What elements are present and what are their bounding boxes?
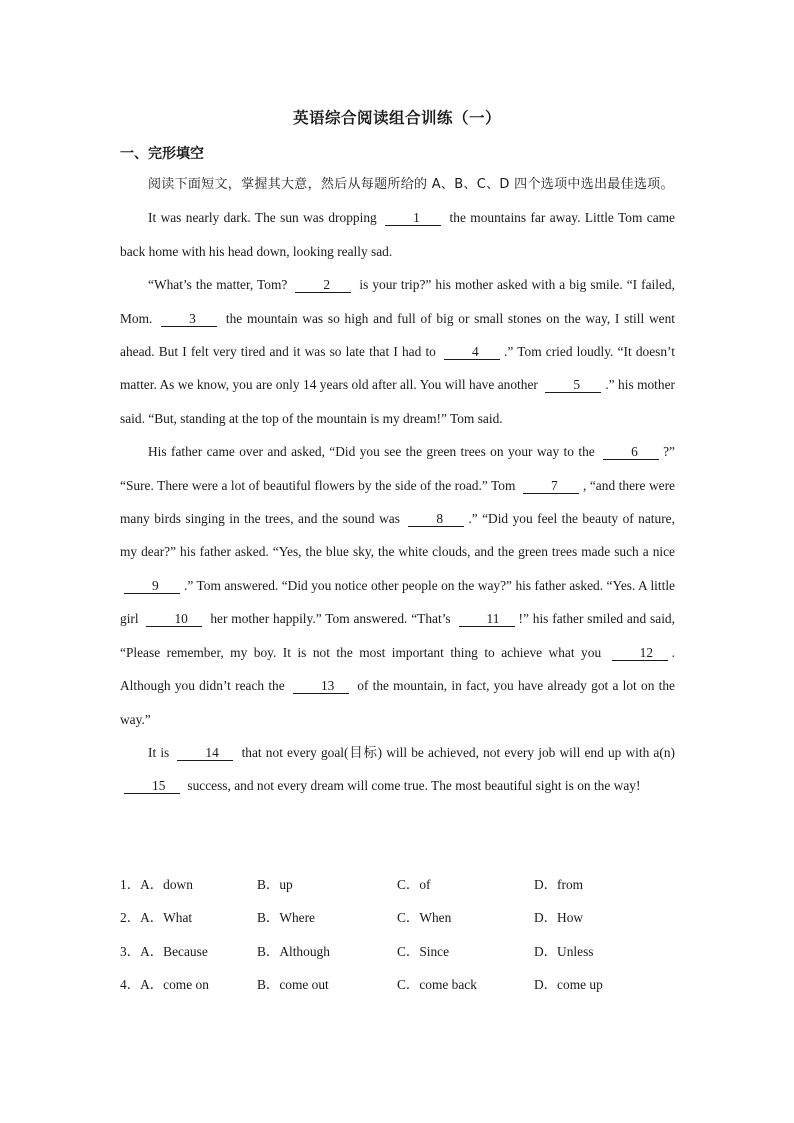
option-b: B．come out [257,977,329,993]
option-b: B．up [257,877,293,892]
option-b: B．Where [257,910,316,926]
blank-9: 9 [124,579,180,594]
option-row-1: 1．A．down B．up C．of D．from [120,868,680,901]
blank-7: 7 [523,479,579,494]
option-row-2: 2．A．What B．Where C．When D．How [120,901,680,934]
option-c: C．When [397,910,452,926]
blank-3: 3 [161,312,217,327]
blank-15: 15 [124,779,180,794]
option-row-4: 4．A．come on B．come out C．come back D．come up [120,968,680,1001]
option-row-3: 3．A．Because B．Although C．Since D．Unless [120,935,680,968]
blank-10: 10 [146,612,202,627]
blank-2: 2 [295,278,351,293]
instruction-text: 阅读下面短文，掌握其大意，然后从每题所给的 A、B、C、D 四个选项中选出最佳选项。 [148,177,674,192]
option-d: D．Unless [534,943,594,959]
paragraph-2: “What’s the matter, Tom? 2 is your trip?” his mother asked with a big smile. “I failed, Mom. 3 the mountain was so high and full of big or small stones on the way, I still went ahead. But I felt very tired and it was so late that I had to 4 .” Tom cried loudly. “It doesn’t matter. As we know, you are only 14 years old after all. You will have another 5 .” his mother said. “But, standing at the top of the mountain is my dream!” Tom said. [120,277,676,426]
section-heading: 一、完形填空 [120,146,204,162]
blank-12: 12 [612,646,668,661]
document-title: 英语综合阅读组合训练（一） [292,109,501,127]
option-c: C．of [397,877,431,892]
option-c: C．come back [397,977,477,993]
blank-11: 11 [459,612,515,627]
option-d: D．from [534,877,584,892]
blank-5: 5 [545,378,601,393]
options-list [120,868,680,1002]
passage-body [120,168,675,803]
option-d: D．come up [534,977,603,993]
option-b: B．Although [257,943,330,959]
option-d: D．How [534,910,584,926]
option-c: C．Since [397,943,450,959]
paragraph-3: His father came over and asked, “Did you see the green trees on your way to the 6 ?” “Sure. There were a lot of beautiful flowers by the side of the road.” Tom 7 , “and there were many birds singing in the trees, and the sound was 8 .” “Did you feel the beauty of nature, my dear?” his father asked. “Yes, the blue sky, the white clouds, and the green trees made such a nice 9 .” Tom answered. “Did you notice other people on the way?” his father asked. “Yes. A little girl 10 her mother happily.” Tom answered. “That’s 11 !” his father smiled and said, “Please remember, my boy. It is not the most important thing to achieve what you 12 . Although you didn’t reach the 13 of the mountain, in fact, you have already got a lot on the way.” [120,444,675,727]
blank-6: 6 [603,445,659,460]
blank-4: 4 [444,345,500,360]
blank-13: 13 [293,679,349,694]
paragraph-4: It is 14 that not every goal(目标) will be achieved, not every job will end up with a(n) 15 success, and not every dream will come true. The most beautiful sight is on the way! [120,736,675,803]
blank-14: 14 [177,746,233,761]
blank-1: 1 [385,211,441,226]
paragraph-1: It was nearly dark. The sun was dropping 1 the mountains far away. Little Tom came back home with his head down, looking really sad. [120,210,675,259]
blank-8: 8 [408,512,464,527]
